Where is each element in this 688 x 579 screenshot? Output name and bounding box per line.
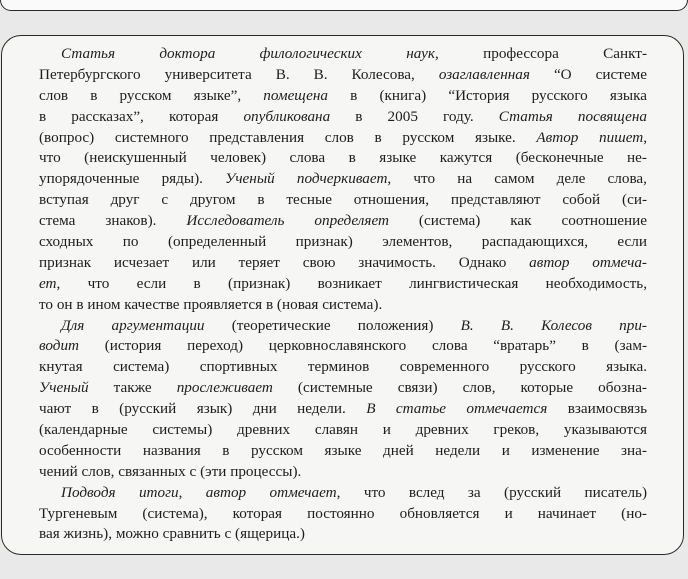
italic-text-run: водит bbox=[39, 337, 80, 355]
text-line bbox=[39, 504, 647, 525]
text-line bbox=[39, 399, 647, 420]
italic-text-run: помещена bbox=[263, 86, 329, 104]
text-run: взаимосвязь bbox=[547, 400, 647, 418]
text-run: в 2005 году. bbox=[330, 107, 499, 125]
text-run: чают в (русский язык) дни недели. bbox=[39, 400, 367, 418]
text-run: стема знаков). bbox=[39, 212, 187, 230]
text-line bbox=[39, 232, 647, 253]
text-run: особенности названия в русском языке дней недели и изменение зна- bbox=[39, 441, 647, 459]
text-line bbox=[39, 274, 647, 295]
text-run: вступая друг с другом в тесные отношения, представляют собой (си- bbox=[39, 191, 647, 209]
text-run: (календарные системы) древних славян и древних греков, указываются bbox=[39, 421, 647, 439]
document-text bbox=[39, 44, 647, 545]
text-line bbox=[39, 462, 647, 483]
text-line bbox=[39, 253, 647, 274]
text-line bbox=[39, 441, 647, 462]
italic-text-run: автор отмечает bbox=[205, 483, 337, 501]
text-line bbox=[39, 295, 647, 316]
text-run: Петербургского университета В. В. Колесова, bbox=[39, 65, 439, 83]
italic-text-run: озаглавленная bbox=[438, 65, 530, 83]
text-line bbox=[39, 190, 647, 211]
text-line bbox=[39, 107, 647, 128]
text-run: (системные связи) слов, которые обозна- bbox=[272, 379, 647, 397]
text-line bbox=[39, 524, 647, 545]
text-line bbox=[39, 128, 647, 149]
text-run: чений слов, связанных с (эти процессы). bbox=[39, 462, 302, 480]
text-line bbox=[39, 378, 647, 399]
text-run: что (неискушенный человек) слова в языке кажутся (бесконечные не- bbox=[39, 149, 647, 167]
text-line bbox=[39, 148, 647, 169]
text-line bbox=[39, 169, 647, 190]
italic-text-run: Статья доктора филологических наук bbox=[61, 45, 435, 62]
italic-text-run: Исследователь определяет bbox=[186, 212, 389, 230]
text-line bbox=[39, 211, 647, 232]
text-run: вая жизнь), можно сравнить с (ящерица.) bbox=[39, 525, 305, 543]
italic-text-run: В статье отмечается bbox=[366, 400, 548, 418]
text-run: сходных по (определенный признак) элементов, распадающихся, если bbox=[39, 233, 647, 251]
paragraph bbox=[39, 44, 647, 316]
text-run: “О системе bbox=[529, 65, 647, 83]
text-line bbox=[39, 483, 647, 504]
text-run: (вопрос) системного представления слов в русском языке. bbox=[39, 128, 537, 146]
italic-text-run: ет bbox=[39, 274, 57, 292]
text-run: , что на самом деле слова, bbox=[387, 170, 647, 188]
text-run: также bbox=[88, 379, 177, 397]
italic-text-run: Подводя итоги bbox=[61, 483, 179, 501]
italic-text-run: Ученый bbox=[39, 379, 89, 397]
italic-text-run: прослеживает bbox=[176, 379, 273, 397]
text-run: , bbox=[178, 483, 206, 501]
text-line bbox=[39, 316, 647, 337]
italic-text-run: автор отмеча- bbox=[529, 253, 647, 271]
text-run: , что вслед за (русский писатель) bbox=[336, 483, 648, 501]
text-line bbox=[39, 86, 647, 107]
paragraph bbox=[39, 483, 647, 546]
text-run: признак исчезает или теряет свою значимость. Однако bbox=[39, 253, 530, 271]
text-run: , профессора Санкт- bbox=[435, 45, 647, 62]
text-run: слов в русском языке”, bbox=[39, 86, 264, 104]
text-line bbox=[39, 44, 647, 65]
italic-text-run: Автор пишет bbox=[536, 128, 644, 146]
text-run: , bbox=[643, 128, 647, 146]
italic-text-run: Статья посвящена bbox=[498, 107, 647, 125]
text-run: Тургеневым (система), которая постоянно обновляется и начинает (но- bbox=[39, 504, 647, 522]
text-run: (теоретические положения) bbox=[204, 316, 461, 334]
text-run: упорядоченные ряды). bbox=[39, 170, 226, 188]
text-line bbox=[39, 65, 647, 86]
text-run: (история переход) церковнославянского слова “вратарь” в (зам- bbox=[79, 337, 647, 355]
text-line bbox=[39, 336, 647, 357]
previous-card-edge bbox=[0, 0, 688, 11]
text-run: (система) как соотношение bbox=[388, 212, 647, 230]
italic-text-run: Ученый подчеркивает bbox=[225, 170, 388, 188]
text-run: кнутая система) спортивных терминов современного русского языка. bbox=[39, 358, 647, 376]
text-line bbox=[39, 420, 647, 441]
paragraph bbox=[39, 316, 647, 483]
text-run: , что если в (признак) возникает лингвистическая необходимость, bbox=[56, 274, 647, 292]
text-run: то он в ином качестве проявляется в (новая система). bbox=[39, 295, 383, 313]
italic-text-run: В. В. Колесов при- bbox=[460, 316, 647, 334]
text-run: в (книга) “История русского языка bbox=[328, 86, 647, 104]
text-run: в рассказах”, которая bbox=[39, 107, 244, 125]
text-line bbox=[39, 357, 647, 378]
italic-text-run: Для аргументации bbox=[61, 316, 205, 334]
italic-text-run: опубликована bbox=[243, 107, 331, 125]
